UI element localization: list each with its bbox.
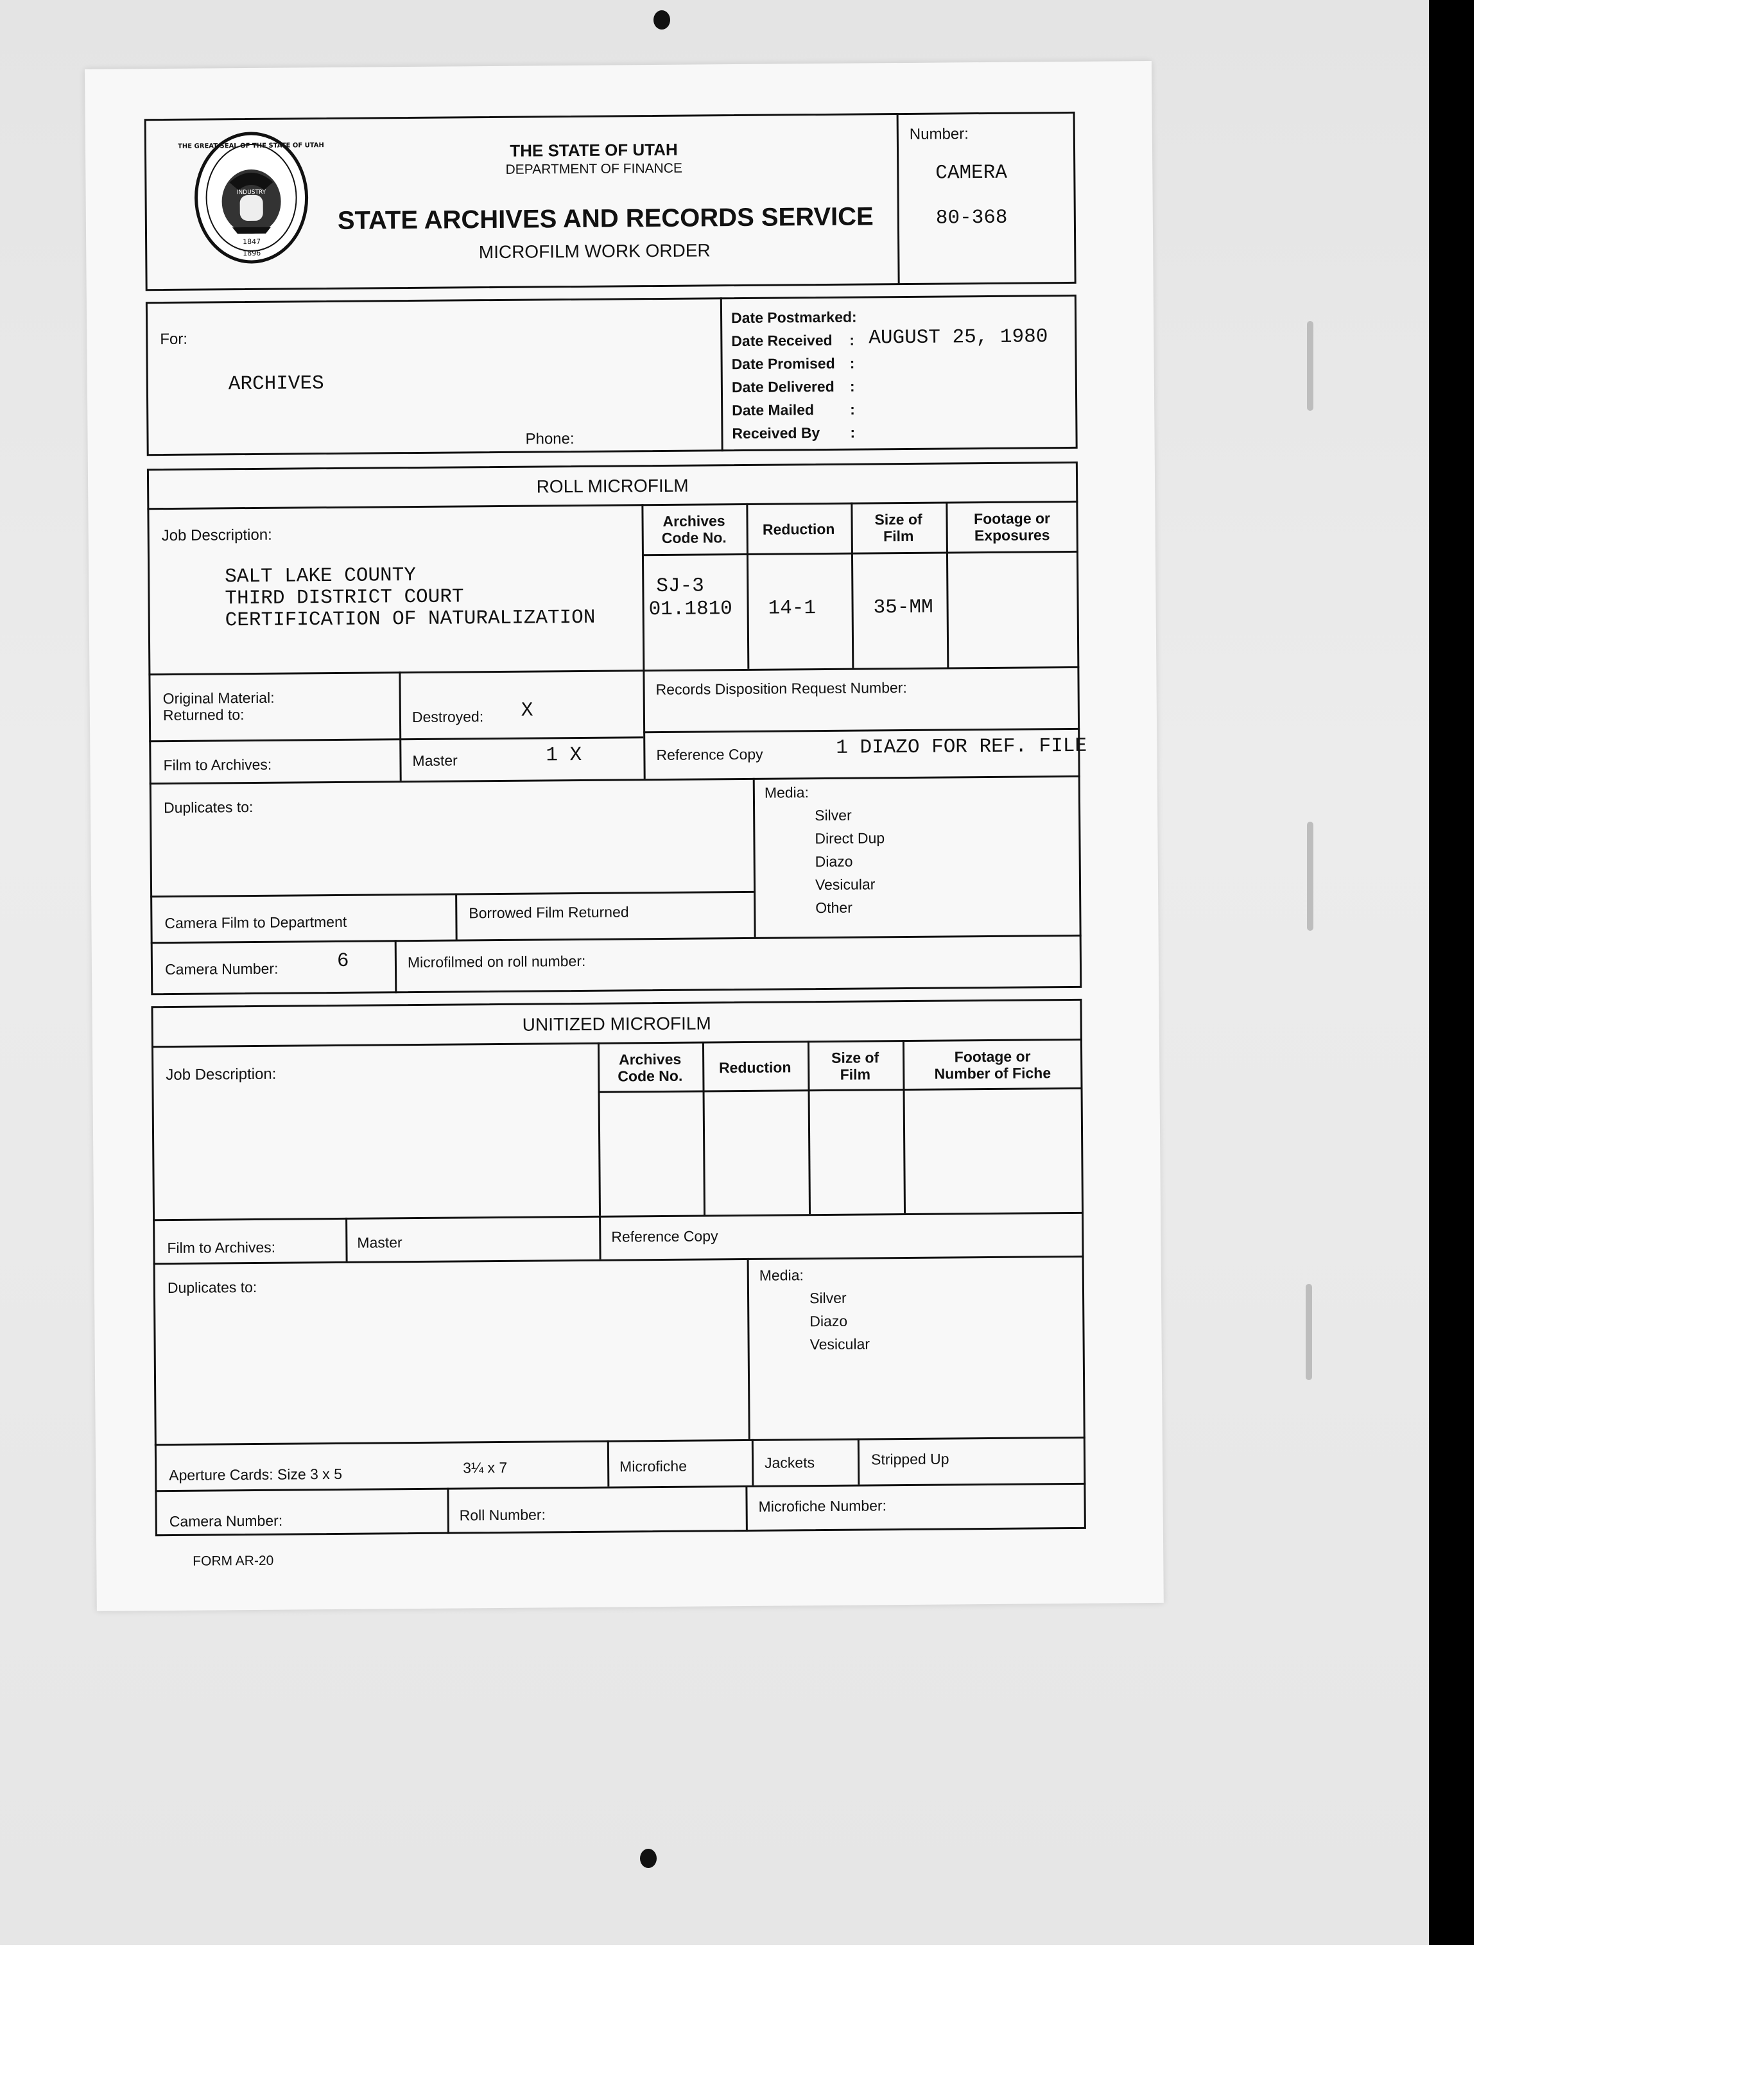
unitized-divider bbox=[858, 1439, 860, 1485]
unitized-col-archives bbox=[598, 1050, 702, 1085]
date-label: Date Postmarked: bbox=[731, 308, 857, 327]
unitized-col-footage bbox=[903, 1048, 1082, 1083]
scan-edge-bar bbox=[1429, 0, 1474, 1945]
unitized-divider bbox=[447, 1488, 449, 1534]
microfiche-number-label: Microfiche Number: bbox=[758, 1497, 887, 1515]
date-colon: : bbox=[850, 401, 855, 418]
col-text: Archives bbox=[662, 512, 725, 530]
roll-archives-value: 01.1810 bbox=[648, 598, 733, 621]
date-row-delivered bbox=[732, 374, 1072, 399]
rdr-label: Records Disposition Request Number: bbox=[655, 679, 907, 698]
roll-media-item: Other bbox=[815, 899, 852, 917]
number-value-line2: 80-368 bbox=[935, 206, 1008, 230]
phone-label: Phone: bbox=[525, 430, 575, 448]
original-material-label bbox=[163, 689, 275, 724]
aperture-size-2: 3¼ x 7 bbox=[463, 1458, 508, 1476]
date-label: Date Mailed bbox=[732, 401, 815, 419]
roll-media-item: Silver bbox=[815, 806, 852, 824]
date-label: Date Received bbox=[731, 331, 833, 350]
roll-media-item: Direct Dup bbox=[815, 829, 885, 847]
roll-divider bbox=[395, 940, 397, 993]
roll-number-label: Microfilmed on roll number: bbox=[407, 952, 586, 971]
roll-job-line: SALT LAKE COUNTY bbox=[225, 564, 417, 589]
seal-motto: INDUSTRY bbox=[236, 189, 266, 196]
stripped-up-label: Stripped Up bbox=[870, 1450, 949, 1468]
col-text: Film bbox=[883, 528, 914, 545]
col-text: Archives bbox=[618, 1050, 682, 1068]
camera-film-dept-label: Camera Film to Department bbox=[164, 913, 347, 932]
dates-list bbox=[731, 304, 1073, 445]
unitized-section-title: UNITIZED MICROFILM bbox=[522, 1013, 711, 1035]
date-label: Date Promised bbox=[731, 354, 835, 373]
unitized-divider bbox=[599, 1216, 601, 1259]
unitized-media-label: Media: bbox=[759, 1267, 804, 1284]
roll-job-label: Job Description: bbox=[161, 526, 272, 545]
roll-size-value: 35-MM bbox=[873, 596, 933, 619]
date-label: Received By bbox=[732, 424, 820, 442]
unitized-divider bbox=[607, 1440, 610, 1487]
roll-job-line: CERTIFICATION OF NATURALIZATION bbox=[225, 606, 596, 632]
department-name: DEPARTMENT OF FINANCE bbox=[505, 160, 683, 177]
col-text: Number of Fiche bbox=[934, 1064, 1051, 1083]
roll-col-archives bbox=[641, 512, 746, 547]
unitized-refcopy-label: Reference Copy bbox=[611, 1227, 718, 1245]
date-row-mailed bbox=[732, 397, 1072, 422]
col-text: Size of bbox=[874, 510, 922, 528]
roll-media-item: Vesicular bbox=[815, 876, 876, 894]
destroyed-label: Destroyed: bbox=[411, 708, 484, 726]
date-row-received bbox=[731, 327, 1071, 353]
date-label: Date Delivered bbox=[731, 377, 834, 396]
roll-camera-number-value: 6 bbox=[336, 949, 349, 973]
unitized-camera-number-label: Camera Number: bbox=[169, 1512, 283, 1530]
jackets-label: Jackets bbox=[764, 1454, 815, 1471]
date-colon: : bbox=[849, 331, 855, 349]
roll-col-footage bbox=[946, 510, 1078, 544]
roll-master-label: Master bbox=[412, 752, 458, 770]
date-colon: : bbox=[849, 377, 855, 395]
unitized-media-item: Diazo bbox=[809, 1312, 848, 1330]
roll-film-label: Film to Archives: bbox=[163, 756, 272, 774]
punch-hole-top bbox=[653, 10, 670, 30]
destroyed-value: X bbox=[521, 699, 533, 722]
date-colon: : bbox=[850, 424, 856, 441]
for-label: For: bbox=[160, 330, 188, 349]
roll-refcopy-value: 1 DIAZO FOR REF. FILE bbox=[836, 734, 1087, 759]
date-row-received-by bbox=[732, 420, 1072, 445]
unitized-divider bbox=[752, 1439, 754, 1485]
number-label: Number: bbox=[909, 125, 969, 143]
number-value-line1: CAMERA bbox=[935, 161, 1008, 185]
unitized-job-label: Job Description: bbox=[166, 1065, 277, 1084]
roll-divider bbox=[455, 893, 458, 939]
label-text: Returned to: bbox=[162, 706, 245, 724]
date-row-promised bbox=[732, 350, 1072, 376]
date-colon: : bbox=[849, 354, 855, 372]
unitized-col-reduction: Reduction bbox=[718, 1059, 791, 1077]
form-paper bbox=[85, 61, 1164, 1611]
unitized-divider bbox=[345, 1218, 348, 1261]
unitized-master-label: Master bbox=[357, 1234, 402, 1251]
unitized-divider bbox=[745, 1485, 748, 1532]
for-value: ARCHIVES bbox=[228, 372, 324, 396]
roll-media-label: Media: bbox=[764, 784, 809, 801]
seal-text: THE GREAT SEAL OF THE STATE OF UTAH bbox=[177, 142, 324, 150]
col-text: Code No. bbox=[661, 529, 727, 547]
roll-duplicates-label: Duplicates to: bbox=[163, 798, 254, 817]
roll-master-value: 1 X bbox=[546, 743, 582, 767]
aperture-cards-label: Aperture Cards: Size 3 x 5 bbox=[169, 1465, 343, 1484]
seal-year-1: 1847 bbox=[243, 237, 261, 247]
form-title: MICROFILM WORK ORDER bbox=[478, 240, 711, 263]
unitized-col-size bbox=[808, 1049, 903, 1084]
unitized-film-label: Film to Archives: bbox=[167, 1238, 276, 1257]
date-received-value: AUGUST 25, 1980 bbox=[869, 325, 1048, 350]
service-title: STATE ARCHIVES AND RECORDS SERVICE bbox=[337, 202, 874, 235]
roll-media-item: Diazo bbox=[815, 852, 853, 870]
col-text: Footage or bbox=[954, 1048, 1031, 1066]
label-text: Original Material: bbox=[162, 689, 275, 707]
scan-streak bbox=[1307, 822, 1313, 931]
unitized-media-item: Vesicular bbox=[809, 1335, 870, 1353]
col-text: Size of bbox=[831, 1049, 879, 1066]
roll-camera-number-label: Camera Number: bbox=[164, 960, 279, 978]
form-code: FORM AR-20 bbox=[193, 1553, 274, 1569]
unitized-duplicates-label: Duplicates to: bbox=[167, 1278, 257, 1297]
roll-archives-value: SJ-3 bbox=[656, 575, 704, 598]
seal-year-2: 1896 bbox=[243, 248, 261, 258]
borrowed-film-label: Borrowed Film Returned bbox=[469, 903, 629, 922]
punch-hole-bottom bbox=[640, 1849, 657, 1868]
scan-streak bbox=[1307, 321, 1313, 411]
unitized-media-item: Silver bbox=[809, 1289, 847, 1307]
col-text: Code No. bbox=[618, 1068, 683, 1085]
roll-col-size bbox=[851, 510, 946, 545]
work-order-form bbox=[144, 112, 1087, 1569]
unitized-roll-number-label: Roll Number: bbox=[459, 1506, 546, 1524]
microfiche-label: Microfiche bbox=[619, 1457, 687, 1475]
col-text: Film bbox=[840, 1066, 871, 1084]
roll-refcopy-label: Reference Copy bbox=[656, 745, 763, 764]
roll-reduction-value: 14-1 bbox=[768, 597, 817, 620]
col-text: Footage or bbox=[974, 510, 1051, 528]
scan-streak bbox=[1306, 1284, 1312, 1380]
roll-col-reduction: Reduction bbox=[762, 520, 835, 538]
state-name: THE STATE OF UTAH bbox=[510, 139, 678, 160]
col-text: Exposures bbox=[974, 526, 1050, 544]
state-seal-icon bbox=[177, 130, 324, 264]
roll-job-line: THIRD DISTRICT COURT bbox=[225, 585, 464, 610]
roll-section-title: ROLL MICROFILM bbox=[536, 475, 689, 497]
